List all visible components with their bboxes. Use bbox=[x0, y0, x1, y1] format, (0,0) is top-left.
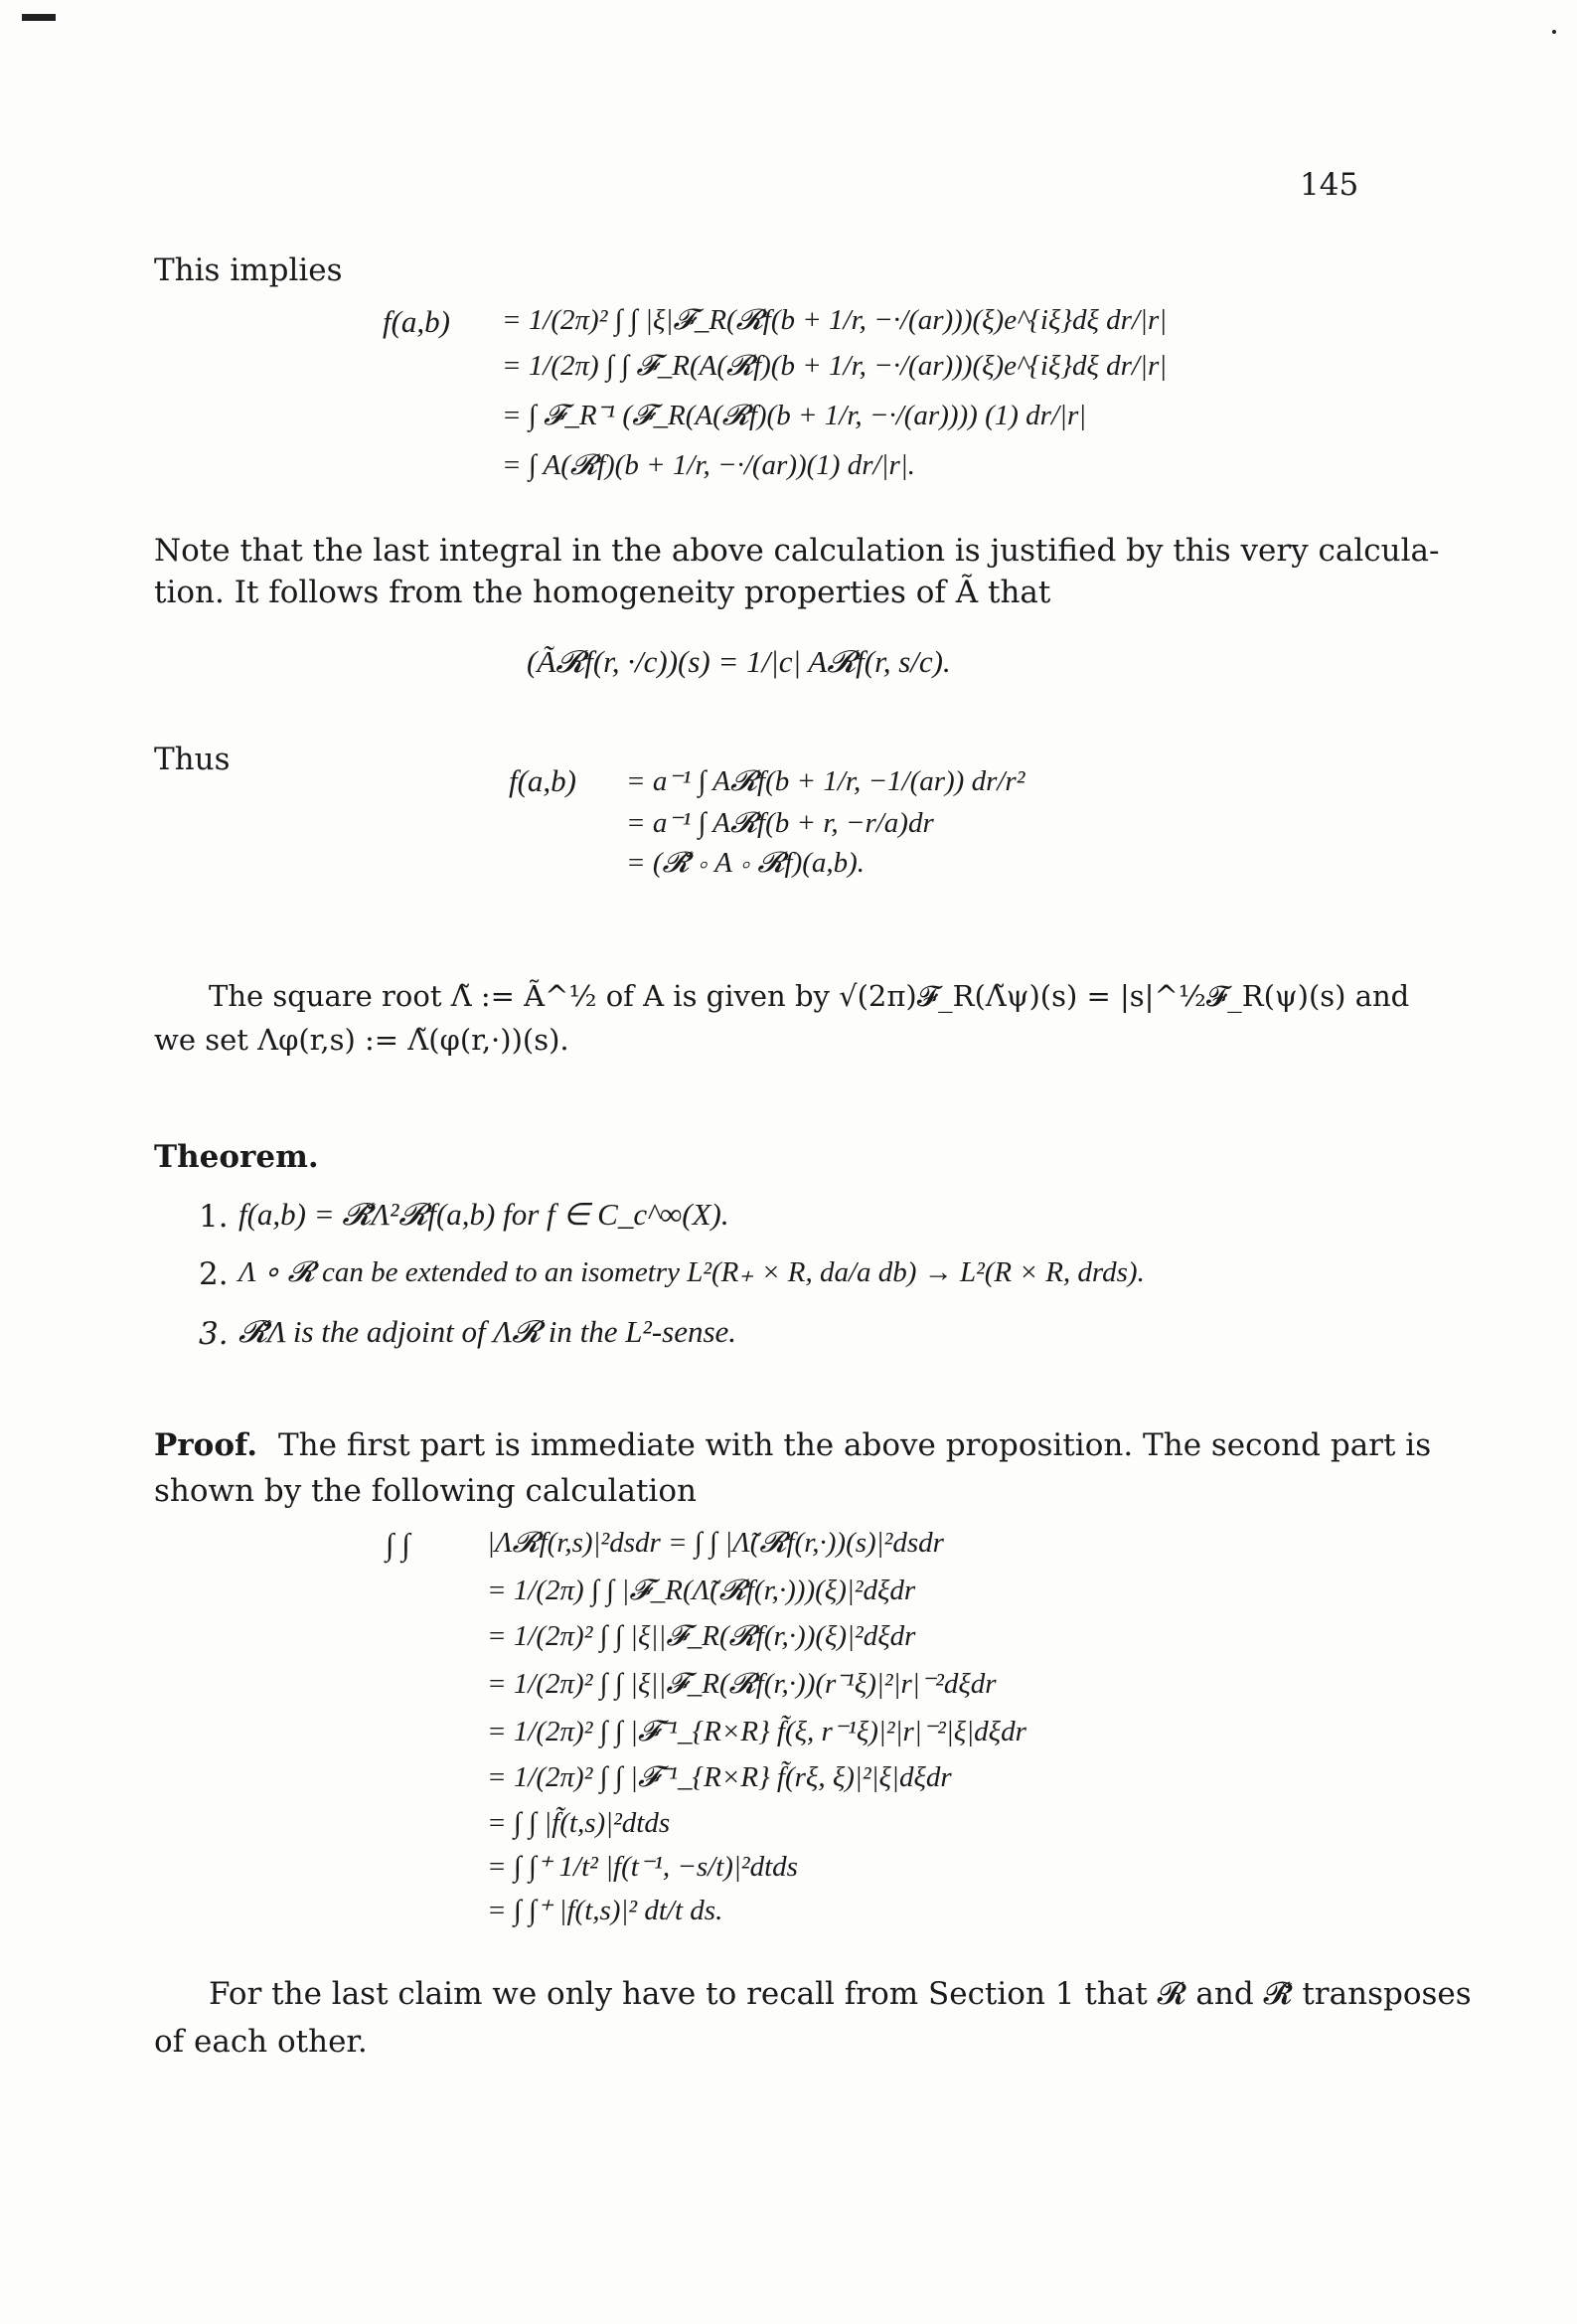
eq4-line-4: = 1/(2π)² ∫ ∫ |ξ||𝓕_R(𝓡f(r,·))(r⁻¹ξ)|²|r|⁻²dξdr bbox=[487, 1668, 997, 1700]
thus-text: Thus bbox=[154, 742, 231, 777]
eq4-line-1: |Λ𝓡f(r,s)|²dsdr = ∫ ∫ |Λ̃(𝓡f(r,·))(s)|²dsdr bbox=[487, 1527, 944, 1559]
eq4-line-6: = 1/(2π)² ∫ ∫ |𝓕⁻¹_{R×R} f̃(rξ, ξ)|²|ξ|dξdr bbox=[487, 1761, 952, 1793]
eq4-line-3: = 1/(2π)² ∫ ∫ |ξ||𝓕_R(𝓡f(r,·))(ξ)|²dξdr bbox=[487, 1620, 916, 1652]
sqrt-line-1: The square root Λ̃ := Ã^½ of A is given by √(2π)𝓕_R(Λ̃ψ)(s) = |s|^½𝓕_R(ψ)(s) and bbox=[209, 979, 1410, 1013]
note-line-1: Note that the last integral in the above calculation is justified by this very calcula- bbox=[154, 533, 1440, 569]
eq3-line-2: = a⁻¹ ∫ A𝓡f(b + r, −r/a)dr bbox=[626, 807, 934, 839]
page-number: 145 bbox=[1300, 167, 1359, 203]
scan-mark-top-right bbox=[1552, 30, 1556, 34]
eq3-line-3: = (𝓡̌ ∘ A ∘ 𝓡f)(a,b). bbox=[626, 847, 866, 879]
proof-line-2: shown by the following calculation bbox=[154, 1473, 697, 1509]
theorem-item-3-num: 3. bbox=[199, 1316, 229, 1352]
intro-text: This implies bbox=[154, 252, 343, 288]
theorem-item-3: 𝓡̌Λ is the adjoint of Λ𝓡 in the L²-sense. bbox=[238, 1314, 737, 1349]
eq4-line-9: = ∫ ∫⁺ |f(t,s)|² dt/t ds. bbox=[487, 1895, 723, 1926]
theorem-title: Theorem. bbox=[154, 1139, 319, 1175]
sqrt-line-2: we set Λφ(r,s) := Λ̃(φ(r,·))(s). bbox=[154, 1023, 569, 1057]
eq4-lhs: ∫ ∫ bbox=[386, 1527, 410, 1562]
eq3-lhs: f(a,b) bbox=[509, 763, 577, 798]
eq1-lhs: f(a,b) bbox=[383, 304, 451, 339]
theorem-item-2: Λ ∘ 𝓡 can be extended to an isometry L²(R₊ × R, da/a db) → L²(R × R, drds). bbox=[238, 1256, 1145, 1288]
note-line-2: tion. It follows from the homogeneity properties of Ã that bbox=[154, 575, 1051, 610]
eq4-line-7: = ∫ ∫ |f̃(t,s)|²dtds bbox=[487, 1807, 671, 1839]
eq3-line-1: = a⁻¹ ∫ A𝓡f(b + 1/r, −1/(ar)) dr/r² bbox=[626, 765, 1025, 797]
eq1-line-3: = ∫ 𝓕_R⁻¹ (𝓕_R(A(𝓡f)(b + 1/r, −·/(ar)))) (1) dr/|r| bbox=[502, 400, 1087, 431]
theorem-item-2-num: 2. bbox=[199, 1256, 229, 1292]
proof-line-1: The first part is immediate with the above proposition. The second part is bbox=[278, 1427, 1432, 1463]
closing-line-2: of each other. bbox=[154, 2024, 368, 2060]
eq1-line-4: = ∫ A(𝓡f)(b + 1/r, −·/(ar))(1) dr/|r|. bbox=[502, 449, 916, 481]
closing-line-1: For the last claim we only have to recall from Section 1 that 𝓡 and 𝓡̌ transposes bbox=[209, 1976, 1472, 2012]
theorem-item-1: f(a,b) = 𝓡̌Λ²𝓡f(a,b) for f ∈ C_c^∞(X). bbox=[238, 1197, 729, 1232]
scan-mark-top-left bbox=[22, 14, 56, 21]
eq1-line-1: = 1/(2π)² ∫ ∫ |ξ|𝓕_R(𝓡f(b + 1/r, −·/(ar)))(ξ)e^{iξ}dξ dr/|r| bbox=[502, 304, 1168, 336]
theorem-item-1-num: 1. bbox=[199, 1199, 229, 1235]
eq4-line-2: = 1/(2π) ∫ ∫ |𝓕_R(Λ̃(𝓡f(r,·)))(ξ)|²dξdr bbox=[487, 1575, 916, 1606]
eq4-line-8: = ∫ ∫⁺ 1/t² |f(t⁻¹, −s/t)|²dtds bbox=[487, 1851, 798, 1883]
eq2-homogeneity: (Ã𝓡f(r, ·/c))(s) = 1/|c| A𝓡f(r, s/c). bbox=[527, 644, 951, 679]
proof-title: Proof. bbox=[154, 1427, 258, 1463]
eq1-line-2: = 1/(2π) ∫ ∫ 𝓕_R(A(𝓡f)(b + 1/r, −·/(ar)))(ξ)e^{iξ}dξ dr/|r| bbox=[502, 350, 1168, 382]
eq4-line-5: = 1/(2π)² ∫ ∫ |𝓕⁻¹_{R×R} f̃(ξ, r⁻¹ξ)|²|r|⁻²|ξ|dξdr bbox=[487, 1716, 1026, 1747]
